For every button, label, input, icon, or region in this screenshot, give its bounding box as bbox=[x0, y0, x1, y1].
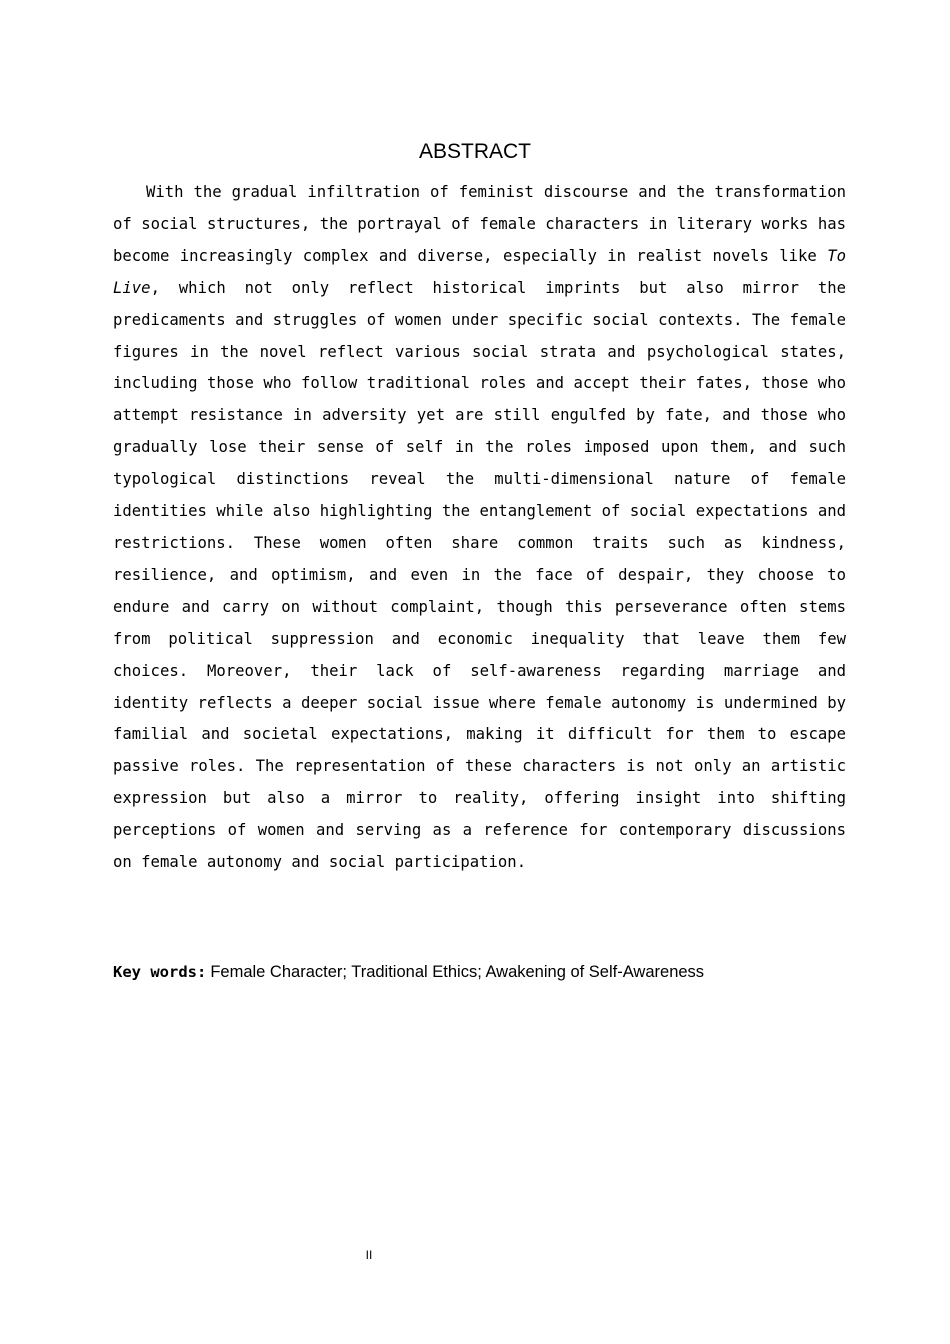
novel-title: To Live bbox=[113, 246, 846, 297]
abstract-text-part-1: With the gradual infiltration of feminist discourse and the transformation of social structures, the portrayal of female characters in literary works has become increasingly complex and diverse, especially in realist novels like bbox=[113, 183, 846, 265]
keywords-value: Female Character; Traditional Ethics; Awakening of Self-Awareness bbox=[210, 963, 705, 981]
abstract-text-part-2: , which not only reflect historical imprints but also mirror the predicaments and struggles of women under specific social contexts. The female figures in the novel reflect various social strata and psychological states, including those who follow traditional roles and accept their fates, those who attempt resistance in adversity yet are still engulfed by fate, and those who gradually lose their sense of self in the roles imposed upon them, and such typological distinctions reveal the multi-dimensional nature of female identities while also highlighting the entanglement of social expectations and restrictions. These women often share common traits such as kindness, resilience, and optimism, and even in the face of despair, they choose to endure and carry on without complaint, though this perseverance often stems from political suppression and economic inequality that leave them few choices. Moreover, their lack of self-awareness regarding marriage and identity reflects a deeper social issue where female autonomy is undermined by familial and societal expectations, making it difficult for them to escape passive roles. The representation of these characters is not only an artistic expression but also a mirror to reality, offering insight into shifting perceptions of women and serving as a reference for contemporary discussions on female autonomy and social participation. bbox=[113, 278, 846, 872]
keywords-line bbox=[113, 960, 873, 985]
page-number: II bbox=[365, 1248, 373, 1262]
abstract-paragraph bbox=[113, 177, 846, 879]
keywords-label: Key words: bbox=[113, 963, 207, 981]
abstract-title: ABSTRACT bbox=[418, 140, 531, 163]
